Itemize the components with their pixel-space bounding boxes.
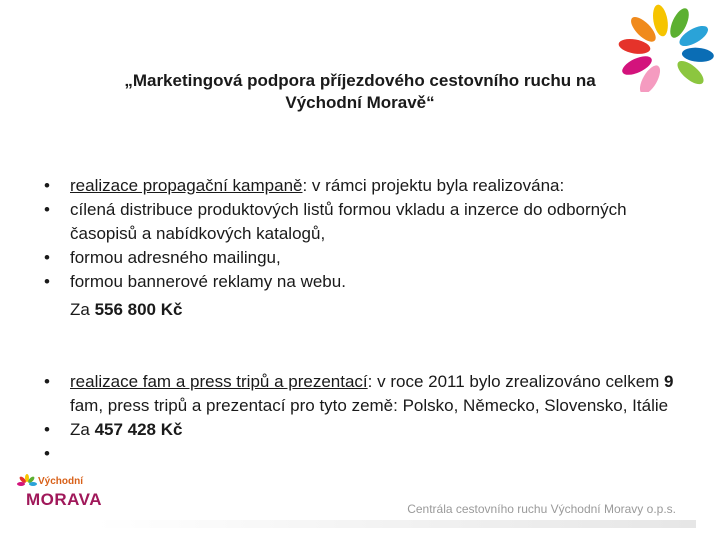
amount-prefix: Za [70, 420, 95, 439]
footer-divider [96, 520, 696, 528]
campaign-list [30, 174, 690, 322]
trips-heading: realizace fam a press tripů a prezentací [70, 372, 368, 391]
trips-text-1: : v roce 2011 bylo zrealizováno celkem [367, 372, 665, 391]
trips-count: 9 [664, 372, 674, 391]
amount-value: 457 428 Kč [94, 420, 183, 439]
list-item [30, 174, 690, 198]
trips-text-2: fam, press tripů a prezentací pro tyto země: Polsko, Německo, Slovensko, Itálie [70, 396, 669, 415]
campaign-heading: realizace propagační kampaně [70, 176, 303, 195]
list-item [30, 198, 690, 246]
list-item-text: formou bannerové reklamy na webu. [70, 272, 346, 291]
list-item-text: cílená distribuce produktových listů formou vkladu a inzerce do odborných časopisů a nabídkových katalogů, [70, 200, 627, 243]
list-item [30, 270, 690, 294]
trips-list [30, 370, 690, 442]
list-item-text: formou adresného mailingu, [70, 248, 281, 267]
list-item [30, 418, 690, 442]
title-line-2: Východní Moravě“ [285, 93, 435, 112]
amount-prefix: Za [70, 300, 95, 319]
list-item [30, 370, 690, 418]
footer-text: Centrála cestovního ruchu Východní Moravy o.p.s. [407, 502, 676, 516]
logo-main-text: MORAVA [26, 490, 103, 509]
amount-line [30, 298, 690, 322]
campaign-heading-rest: : v rámci projektu byla realizována: [302, 176, 565, 195]
amount-value: 556 800 Kč [94, 300, 183, 319]
title-line-1: „Marketingová podpora příjezdového cestovního ruchu na [124, 71, 596, 90]
vychodni-morava-logo [16, 474, 103, 520]
logo-top-text: Východní [38, 476, 84, 487]
list-item [30, 246, 690, 270]
page-title [60, 70, 660, 114]
